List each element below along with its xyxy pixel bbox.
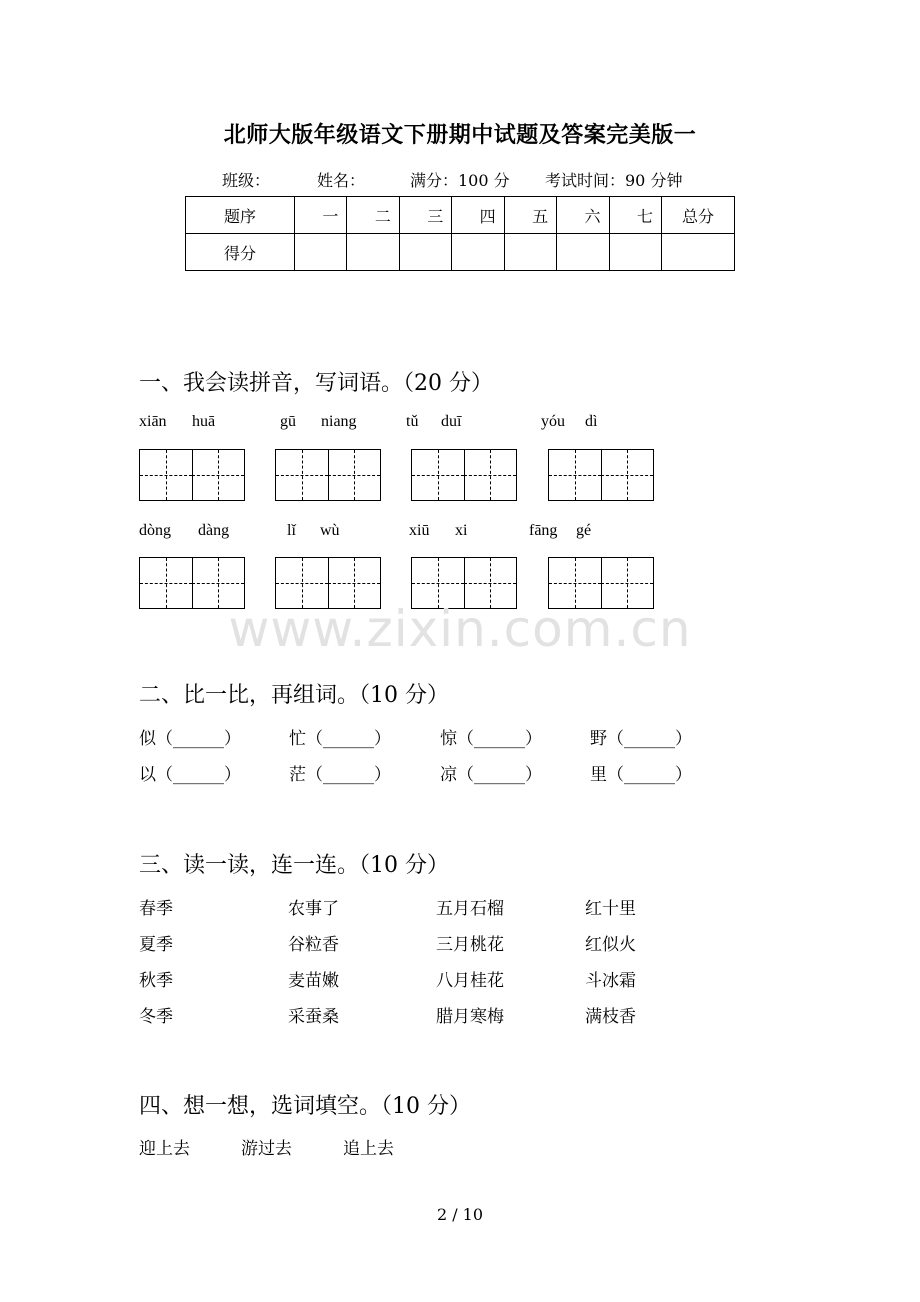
header-cell: 一 bbox=[295, 197, 347, 234]
match-item: 满枝香 bbox=[585, 1007, 636, 1027]
header-cell: 六 bbox=[557, 197, 609, 234]
pinyin: dàng bbox=[198, 522, 230, 539]
section-4-title: 四、想一想，选词填空。（10 分） bbox=[139, 1094, 471, 1119]
match-item: 冬季 bbox=[139, 1007, 173, 1027]
pinyin: dì bbox=[585, 413, 598, 430]
score-cell[interactable] bbox=[609, 234, 661, 271]
writing-grid[interactable] bbox=[548, 449, 654, 501]
compare-item: 野（______） bbox=[590, 729, 692, 749]
pinyin: wù bbox=[320, 522, 340, 539]
writing-grid[interactable] bbox=[275, 449, 381, 501]
full-score-label: 满分：100 分 bbox=[410, 171, 510, 190]
section-2-title: 二、比一比，再组词。（10 分） bbox=[139, 683, 449, 708]
compare-item: 里（______） bbox=[590, 765, 692, 785]
pinyin: tǔ bbox=[406, 413, 419, 430]
name-label: 姓名： bbox=[317, 171, 366, 190]
header-cell: 三 bbox=[399, 197, 451, 234]
score-row-label: 得分 bbox=[186, 234, 295, 271]
exam-time-label: 考试时间：90 分钟 bbox=[545, 171, 683, 190]
score-cell[interactable] bbox=[662, 234, 735, 271]
pinyin: gé bbox=[576, 522, 592, 539]
writing-grid[interactable] bbox=[411, 449, 517, 501]
pinyin: xi bbox=[455, 522, 468, 539]
pinyin: fāng bbox=[529, 522, 558, 539]
word-option: 迎上去 bbox=[139, 1139, 190, 1159]
section-1-title: 一、我会读拼音，写词语。（20 分） bbox=[139, 371, 493, 396]
match-item: 谷粒香 bbox=[288, 935, 339, 955]
header-cell: 二 bbox=[347, 197, 399, 234]
match-item: 腊月寒梅 bbox=[436, 1007, 504, 1027]
pinyin: yóu bbox=[541, 413, 565, 430]
match-item: 采蚕桑 bbox=[288, 1007, 339, 1027]
score-cell[interactable] bbox=[452, 234, 504, 271]
match-item: 八月桂花 bbox=[436, 971, 504, 991]
score-cell[interactable] bbox=[347, 234, 399, 271]
score-table-header bbox=[186, 197, 735, 234]
header-cell: 题序 bbox=[186, 197, 295, 234]
match-item: 三月桃花 bbox=[436, 935, 504, 955]
match-item: 秋季 bbox=[139, 971, 173, 991]
pinyin: gū bbox=[280, 413, 296, 430]
score-cell[interactable] bbox=[557, 234, 609, 271]
match-item: 夏季 bbox=[139, 935, 173, 955]
header-cell: 总分 bbox=[662, 197, 735, 234]
match-item: 五月石榴 bbox=[436, 899, 504, 919]
match-item: 红似火 bbox=[585, 935, 636, 955]
word-option: 游过去 bbox=[241, 1139, 292, 1159]
score-table bbox=[185, 196, 735, 271]
word-option: 追上去 bbox=[343, 1139, 394, 1159]
pinyin: xiān bbox=[139, 413, 167, 430]
doc-title: 北师大版年级语文下册期中试题及答案完美版一 bbox=[223, 122, 697, 148]
pinyin: niang bbox=[321, 413, 357, 430]
writing-grid[interactable] bbox=[139, 449, 245, 501]
pinyin: huā bbox=[192, 413, 216, 430]
score-cell[interactable] bbox=[295, 234, 347, 271]
compare-item: 忙（______） bbox=[289, 729, 391, 749]
pinyin: duī bbox=[441, 413, 462, 430]
header-cell: 五 bbox=[504, 197, 556, 234]
header-cell: 四 bbox=[452, 197, 504, 234]
match-item: 红十里 bbox=[585, 899, 636, 919]
match-item: 春季 bbox=[139, 899, 173, 919]
compare-item: 以（______） bbox=[139, 765, 241, 785]
score-row bbox=[186, 234, 735, 271]
pinyin: dòng bbox=[139, 522, 171, 539]
score-cell[interactable] bbox=[504, 234, 556, 271]
pinyin: xiū bbox=[409, 522, 430, 539]
watermark: www.zixin.com.cn bbox=[228, 600, 692, 658]
compare-item: 似（______） bbox=[139, 729, 241, 749]
class-label: 班级： bbox=[222, 171, 271, 190]
header-cell: 七 bbox=[609, 197, 661, 234]
match-item: 斗冰霜 bbox=[585, 971, 636, 991]
compare-item: 茫（______） bbox=[289, 765, 391, 785]
pinyin: lǐ bbox=[287, 522, 296, 539]
compare-item: 凉（______） bbox=[440, 765, 542, 785]
section-3-title: 三、读一读，连一连。（10 分） bbox=[139, 853, 449, 878]
compare-item: 惊（______） bbox=[440, 729, 542, 749]
score-cell[interactable] bbox=[399, 234, 451, 271]
page-number: 2 / 10 bbox=[436, 1205, 484, 1224]
match-item: 农事了 bbox=[288, 899, 339, 919]
match-item: 麦苗嫩 bbox=[288, 971, 339, 991]
